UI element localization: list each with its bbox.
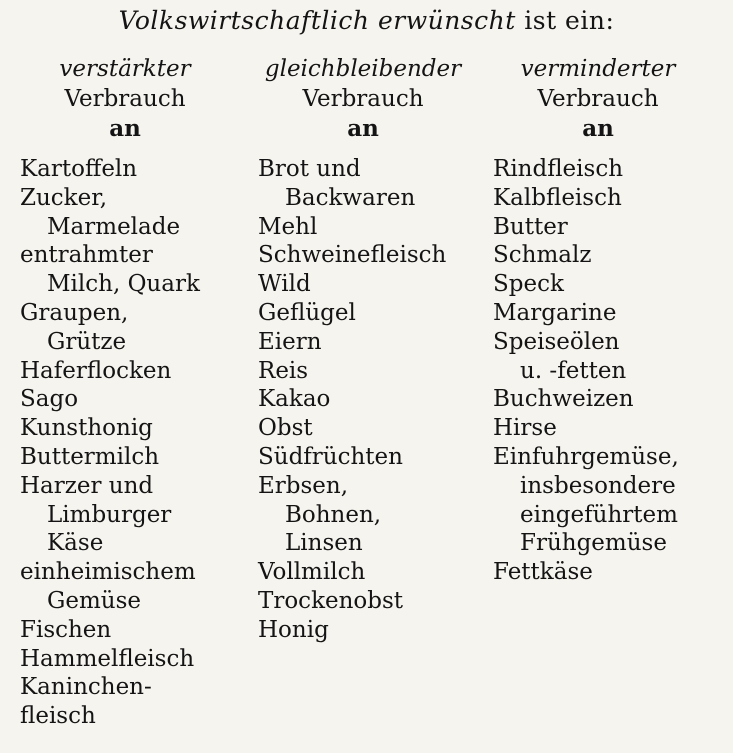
list-item: Brot und bbox=[258, 156, 361, 182]
list-item: Kaninchen- bbox=[20, 674, 152, 701]
list-item: Erbsen, bbox=[258, 472, 349, 499]
column-header bbox=[493, 54, 703, 144]
list-item: Eiern bbox=[258, 328, 322, 355]
list-item: Grütze bbox=[47, 328, 127, 355]
column-prep: an bbox=[109, 115, 141, 142]
list-item: Hirse bbox=[493, 415, 557, 442]
list-item: Wild bbox=[258, 271, 311, 298]
column-header bbox=[20, 54, 230, 144]
column-prep: an bbox=[582, 115, 614, 142]
list-item: Limburger bbox=[47, 501, 172, 528]
column-prep: an bbox=[347, 115, 379, 142]
list-item: Rindfleisch bbox=[493, 156, 624, 182]
column-header bbox=[258, 54, 468, 144]
list-item: Margarine bbox=[493, 299, 617, 326]
list-item: entrahmter bbox=[20, 242, 153, 269]
list-item: Zucker, bbox=[20, 184, 108, 211]
list-item: Speck bbox=[493, 271, 564, 298]
title-italic: Volkswirtschaftlich erwünscht bbox=[118, 6, 516, 35]
list-item: Gemüse bbox=[47, 587, 142, 614]
list-item: fleisch bbox=[20, 703, 96, 730]
list-item: Schmalz bbox=[493, 242, 592, 269]
page-title bbox=[0, 6, 733, 35]
column-qualifier: gleichbleibender bbox=[264, 56, 462, 82]
list-item: Fischen bbox=[20, 616, 112, 643]
list-item: Schweinefleisch bbox=[258, 242, 447, 269]
list-item: Vollmilch bbox=[258, 559, 366, 586]
list-item: Honig bbox=[258, 616, 329, 643]
list-item: Reis bbox=[258, 357, 309, 384]
list-item: Buttermilch bbox=[20, 443, 160, 470]
column-qualifier: verminderter bbox=[520, 56, 676, 82]
list-item: Einfuhrgemüse, bbox=[493, 443, 679, 470]
list-item: Speiseölen bbox=[493, 328, 620, 355]
list-item: Milch, Quark bbox=[47, 271, 200, 298]
list-item: Graupen, bbox=[20, 299, 129, 326]
column-verb: Verbrauch bbox=[302, 86, 424, 112]
item-list bbox=[20, 155, 200, 731]
list-item: eingeführtem bbox=[520, 501, 678, 528]
list-item: Geflügel bbox=[258, 299, 356, 326]
column-verb: Verbrauch bbox=[537, 86, 659, 112]
list-item: Frühgemüse bbox=[520, 530, 667, 557]
list-item: Trockenobst bbox=[258, 587, 404, 614]
list-item: Käse bbox=[47, 530, 104, 557]
list-item: Bohnen, bbox=[285, 501, 382, 528]
list-item: Südfrüchten bbox=[258, 443, 403, 470]
list-item: Sago bbox=[20, 386, 79, 413]
list-item: Harzer und bbox=[20, 472, 154, 499]
list-item: einheimischem bbox=[20, 559, 196, 586]
list-item: Butter bbox=[493, 213, 568, 240]
list-item: insbesondere bbox=[520, 472, 676, 499]
list-item: Kartoffeln bbox=[20, 156, 138, 182]
list-item: Marmelade bbox=[47, 213, 181, 240]
column-qualifier: verstärkter bbox=[59, 56, 191, 82]
list-item: Backwaren bbox=[285, 184, 416, 211]
list-item: Linsen bbox=[285, 530, 363, 557]
list-item: u. -fetten bbox=[520, 357, 627, 384]
list-item: Fettkäse bbox=[493, 559, 593, 586]
list-item: Buchweizen bbox=[493, 386, 634, 413]
item-list bbox=[493, 155, 679, 587]
item-list bbox=[258, 155, 446, 645]
list-item: Mehl bbox=[258, 213, 318, 240]
list-item: Haferflocken bbox=[20, 357, 172, 384]
list-item: Obst bbox=[258, 415, 313, 442]
list-item: Kalbfleisch bbox=[493, 184, 622, 211]
list-item: Hammelfleisch bbox=[20, 645, 195, 672]
title-rest: ist ein: bbox=[515, 6, 615, 35]
column-verb: Verbrauch bbox=[64, 86, 186, 112]
list-item: Kakao bbox=[258, 386, 331, 413]
list-item: Kunsthonig bbox=[20, 415, 153, 442]
